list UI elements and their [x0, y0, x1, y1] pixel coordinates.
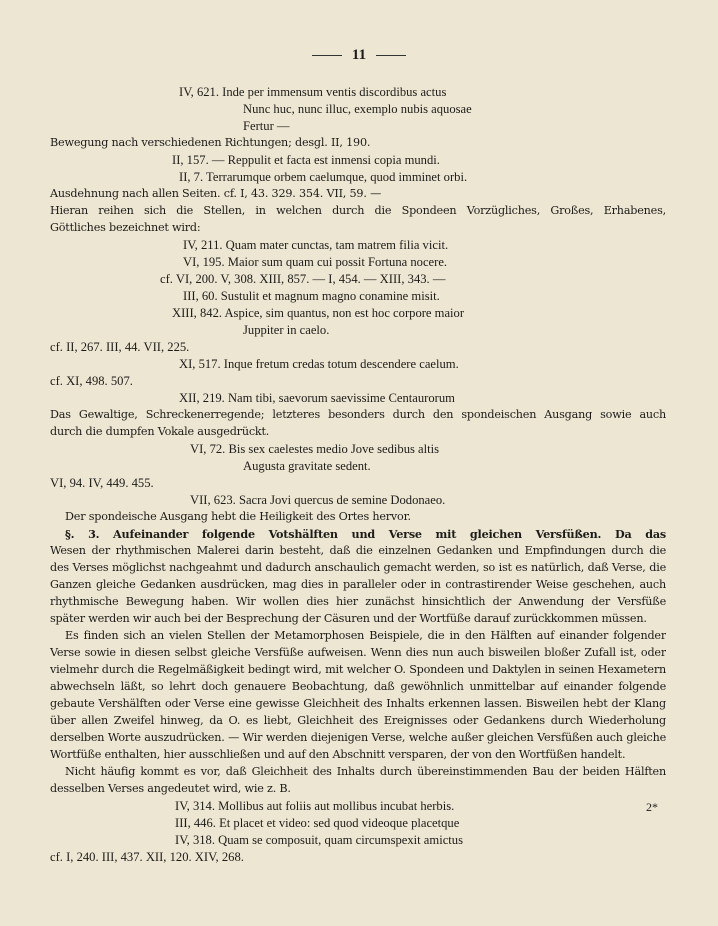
line-35: vielmehr durch die Regelmäßigkeit bedingt wird, mit welcher O. Spondeen und Daktylen in seinen Hexametern: [50, 663, 666, 676]
line-38: über allen Zweifel hinweg, da O. es liebt, Gleichheit des Ereignisses oder Gedankens durch Wiederholung: [50, 714, 666, 727]
line-46: cf. I, 240. III, 437. XII, 120. XIV, 268.: [50, 850, 244, 864]
line-42: desselben Verses angedeutet wird, wie z. B.: [50, 782, 291, 795]
line-05: II, 157. — Reppulit et facta est inmensi copia mundi.: [172, 153, 440, 167]
line-29: des Verses möglichst nachgeahmt und dadurch anschaulich gemacht werden, so ist es natürlich, daß Verse, die: [50, 561, 666, 574]
line-30: Ganzen gleiche Gedanken ausdrücken, mag dies in paralleler oder in contrastirender Weise geschehen, auch: [50, 578, 666, 591]
line-41: Nicht häufig kommt es vor, daß Gleichheit des Inhalts durch übereinstimmenden Bau der beiden Hälften: [65, 765, 666, 778]
line-28: Wesen der rhythmischen Malerei darin besteht, daß die einzelnen Gedanken und Empfindungen durch die: [50, 544, 666, 557]
line-07: Ausdehnung nach allen Seiten. cf. I, 43. 329. 354. VII, 59. —: [50, 187, 382, 200]
line-31: rhythmische Bewegung haben. Wir wollen dies hier zunächst hinsichtlich der Anwendung der Versfüße: [50, 595, 666, 608]
line-40: Wortfüße enthalten, hier ausschließen und auf den Abschnitt versparen, der von den Wortfüßen handelt.: [50, 748, 626, 761]
line-45: IV, 318. Quam se composuit, quam circumspexit amictus: [175, 833, 463, 847]
line-06: II, 7. Terrarumque orbem caelumque, quod imminet orbi.: [179, 170, 468, 184]
line-11: VI, 195. Maior sum quam cui possit Fortuna nocere.: [183, 255, 448, 269]
line-18: cf. XI, 498. 507.: [50, 374, 133, 388]
line-43: IV, 314. Mollibus aut foliis aut mollibus incubat herbis.: [175, 799, 455, 813]
page-number-text: 11: [351, 47, 367, 63]
line-34: Verse sowie in diesen selbst gleiche Versfüße aufweisen. Wenn dies nun auch bisweilen bloßer Zufall ist, oder: [50, 646, 666, 659]
line-33: Es finden sich an vielen Stellen der Metamorphosen Beispiele, die in den Hälften auf einander folgender: [65, 629, 666, 642]
line-10: IV, 211. Quam mater cunctas, tam matrem filia vicit.: [183, 238, 449, 252]
page-number: [0, 47, 718, 64]
line-25: VII, 623. Sacra Jovi quercus de semine Dodonaeo.: [190, 493, 446, 507]
line-20: Das Gewaltige, Schreckenerregende; letzteres besonders durch den spondeischen Ausgang sowie auch: [50, 408, 666, 421]
line-08: Hieran reihen sich die Stellen, in welchen durch die Spondeen Vorzügliches, Großes, Erhabenes,: [50, 204, 666, 217]
line-37: gebaute Vershälften oder Verse eine gewisse Gleichheit des Inhalts erkennen lassen. Bisweilen hebt der Klang: [50, 697, 666, 710]
line-23: Augusta gravitate sedent.: [243, 459, 371, 473]
line-19: XII, 219. Nam tibi, saevorum saevissime Centaurorum: [179, 391, 455, 405]
line-03: Fertur —: [243, 119, 290, 133]
line-12: cf. VI, 200. V, 308. XIII, 857. — I, 454. — XIII, 343. —: [160, 272, 446, 286]
line-32: später werden wir auch bei der Besprechung der Cäsuren und der Wortfüße darauf zurückkommen müssen.: [50, 612, 647, 625]
line-22: VI, 72. Bis sex caelestes medio Jove sedibus altis: [190, 442, 440, 456]
signature-mark: 2*: [646, 800, 658, 814]
line-02: Nunc huc, nunc illuc, exemplo nubis aquosae: [243, 102, 472, 116]
line-26: Der spondeische Ausgang hebt die Heiligkeit des Ortes hervor.: [65, 510, 411, 523]
line-36: abwechseln läßt, so lehrt doch genauere Beobachtung, daß gewöhnlich unmittelbar auf einander folgende: [50, 680, 666, 693]
line-04: Bewegung nach verschiedenen Richtungen; desgl. II, 190.: [50, 136, 371, 149]
line-14: XIII, 842. Aspice, sim quantus, non est hoc corpore maior: [172, 306, 465, 320]
header-rule-left: [312, 55, 342, 56]
line-13: III, 60. Sustulit et magnum magno conamine misit.: [183, 289, 440, 303]
line-16: cf. II, 267. III, 44. VII, 225.: [50, 340, 190, 354]
line-27-section-heading: §. 3. Aufeinander folgende Votshälften und Verse mit gleichen Versfüßen. Da das: [65, 527, 666, 541]
header-rule-right: [376, 55, 406, 56]
line-39: derselben Worte auszudrücken. — Wir werden diejenigen Verse, welche außer gleichen Versfüßen auch gleiche: [50, 731, 666, 744]
line-09: Göttliches bezeichnet wird:: [50, 221, 201, 234]
line-17: XI, 517. Inque fretum credas totum descendere caelum.: [179, 357, 459, 371]
line-21: durch die dumpfen Vokale ausgedrückt.: [50, 425, 270, 438]
line-01: IV, 621. Inde per immensum ventis discordibus actus: [179, 85, 447, 99]
line-24: VI, 94. IV, 449. 455.: [50, 476, 154, 490]
line-44: III, 446. Et placet et video: sed quod videoque placetque: [175, 816, 460, 830]
line-15: Juppiter in caelo.: [243, 323, 330, 337]
